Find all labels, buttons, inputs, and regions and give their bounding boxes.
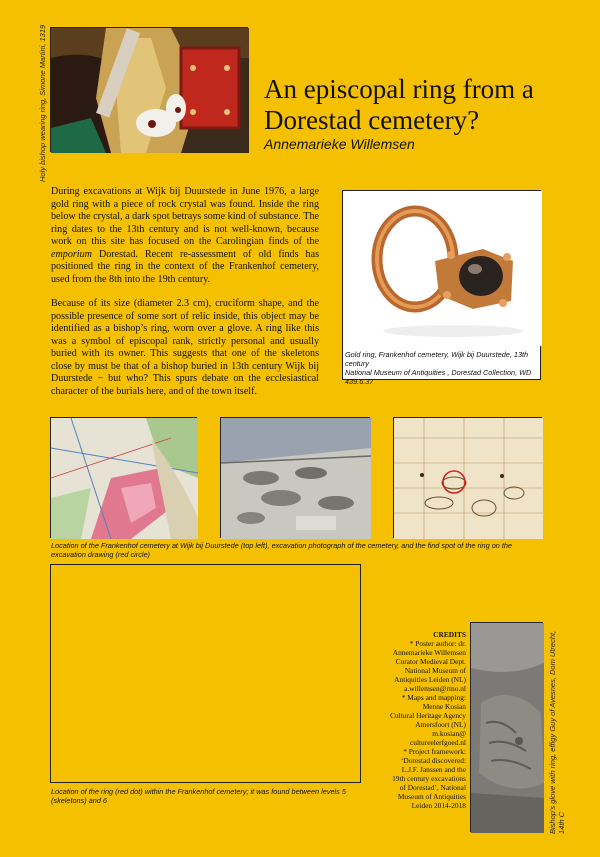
- ring-photo-frame: [342, 190, 541, 386]
- ring-photo: [343, 191, 542, 346]
- credits-block: [360, 630, 466, 810]
- credits-line: * Project framework:: [403, 747, 466, 756]
- credits-line: 19th century excavations: [392, 774, 466, 783]
- credits-line: a.willemsen@rmo.nl: [404, 684, 466, 693]
- ring-caption-line-2: National Museum of Antiquities , Dorestad Collection, WD 439.6.37: [345, 368, 532, 386]
- effigy-side-caption: [548, 631, 566, 834]
- credits-line: * Maps and mapping:: [401, 693, 466, 702]
- effigy-side-caption-line-1: Bishop's glove with ring, effigy Guy of Avesnes, Dom Utrecht,: [548, 630, 557, 834]
- credits-line: Cultural Heritage Agency: [390, 711, 466, 720]
- credits-line: Leiden 2014-2018: [411, 801, 466, 810]
- credits-line: Menne Kosian: [422, 702, 466, 711]
- credits-line: ‘Dorestad discovered:: [400, 756, 466, 765]
- body-text: [51, 186, 319, 410]
- credits-line: m.kosian@: [432, 729, 466, 738]
- painting-side-caption: Holy bishop wearing ring, Simone Martini, 1319: [38, 24, 47, 182]
- credits-line: National Museum of: [404, 666, 466, 675]
- title-line-2: Dorestad cemetery?: [264, 105, 480, 135]
- credits-line: Annemarieke Willemsen: [392, 648, 466, 657]
- excavation-photo: [220, 417, 370, 538]
- author-name: Annemarieke Willemsen: [264, 136, 415, 152]
- credits-line: of Dorestad’, National: [399, 783, 466, 792]
- credits-line: Curator Medieval Dept.: [395, 657, 466, 666]
- excavation-drawing-image: [393, 417, 542, 538]
- frankenhof-map-frame: [50, 564, 361, 783]
- effigy-side-caption-line-2: 14th C: [557, 811, 566, 834]
- credits-heading: CREDITS: [433, 630, 466, 639]
- poster-title: [264, 74, 584, 136]
- strip-caption: Location of the Frankenhof cemetery at Wijk bij Duurstede (top left), excavation photograph of the cemetery, and the find spot of the ring on the excavation drawing (red circle): [51, 541, 512, 559]
- credits-line: cultureelerfgoed.nl: [409, 738, 466, 747]
- credits-line: * Poster author: dr.: [409, 639, 466, 648]
- paragraph-1: During excavations at Wijk bij Duurstede in June 1976, a large gold ring with a piece of rock crystal was found. Inside the ring below the crystal, a dark spot betrays some kind of substance. The ring dates to the 13th century and is not well-known, because work on this site has focused on the Carolingian finds of the emporium Dorestad. Recent re-assessment of old finds has positioned the ring in the context of the Frankenhof cemetery, used from the 8th into the 19th century.: [51, 186, 319, 285]
- map-caption: Location of the ring (red dot) within the Frankenhof cemetery; it was found between levels 5 (skeletons) and 6: [51, 787, 346, 805]
- credits-line: Antiquities Leiden (NL): [394, 675, 466, 684]
- paragraph-2: Because of its size (diameter 2.3 cm), cruciform shape, and the possible presence of some sort of relic inside, this object may be identified as a bishop’s ring, worn over a glove. A ring like this was a symbol of episcopal rank, strictly personal and usually buried with its owner. This suggests that one of the skeletons close by must be that of a bishop buried in 13th century Wijk bij Duurstede − but who? This spurs debate on the ecclesiastical character of the burials here, and of the town itself.: [51, 298, 319, 397]
- bishop-painting-image: [50, 27, 248, 152]
- credits-line: Museum of Antiquities: [397, 792, 466, 801]
- effigy-glove-photo: [470, 622, 543, 832]
- title-line-1: An episcopal ring from a: [264, 74, 534, 104]
- credits-line: Amersfoort (NL): [415, 720, 466, 729]
- ring-caption-line-1: Gold ring, Frankenhof cemetery, Wijk bij Duurstede, 13th century: [345, 350, 529, 368]
- location-map-image: [50, 417, 197, 538]
- credits-line: L.J.F. Janssen and the: [401, 765, 466, 774]
